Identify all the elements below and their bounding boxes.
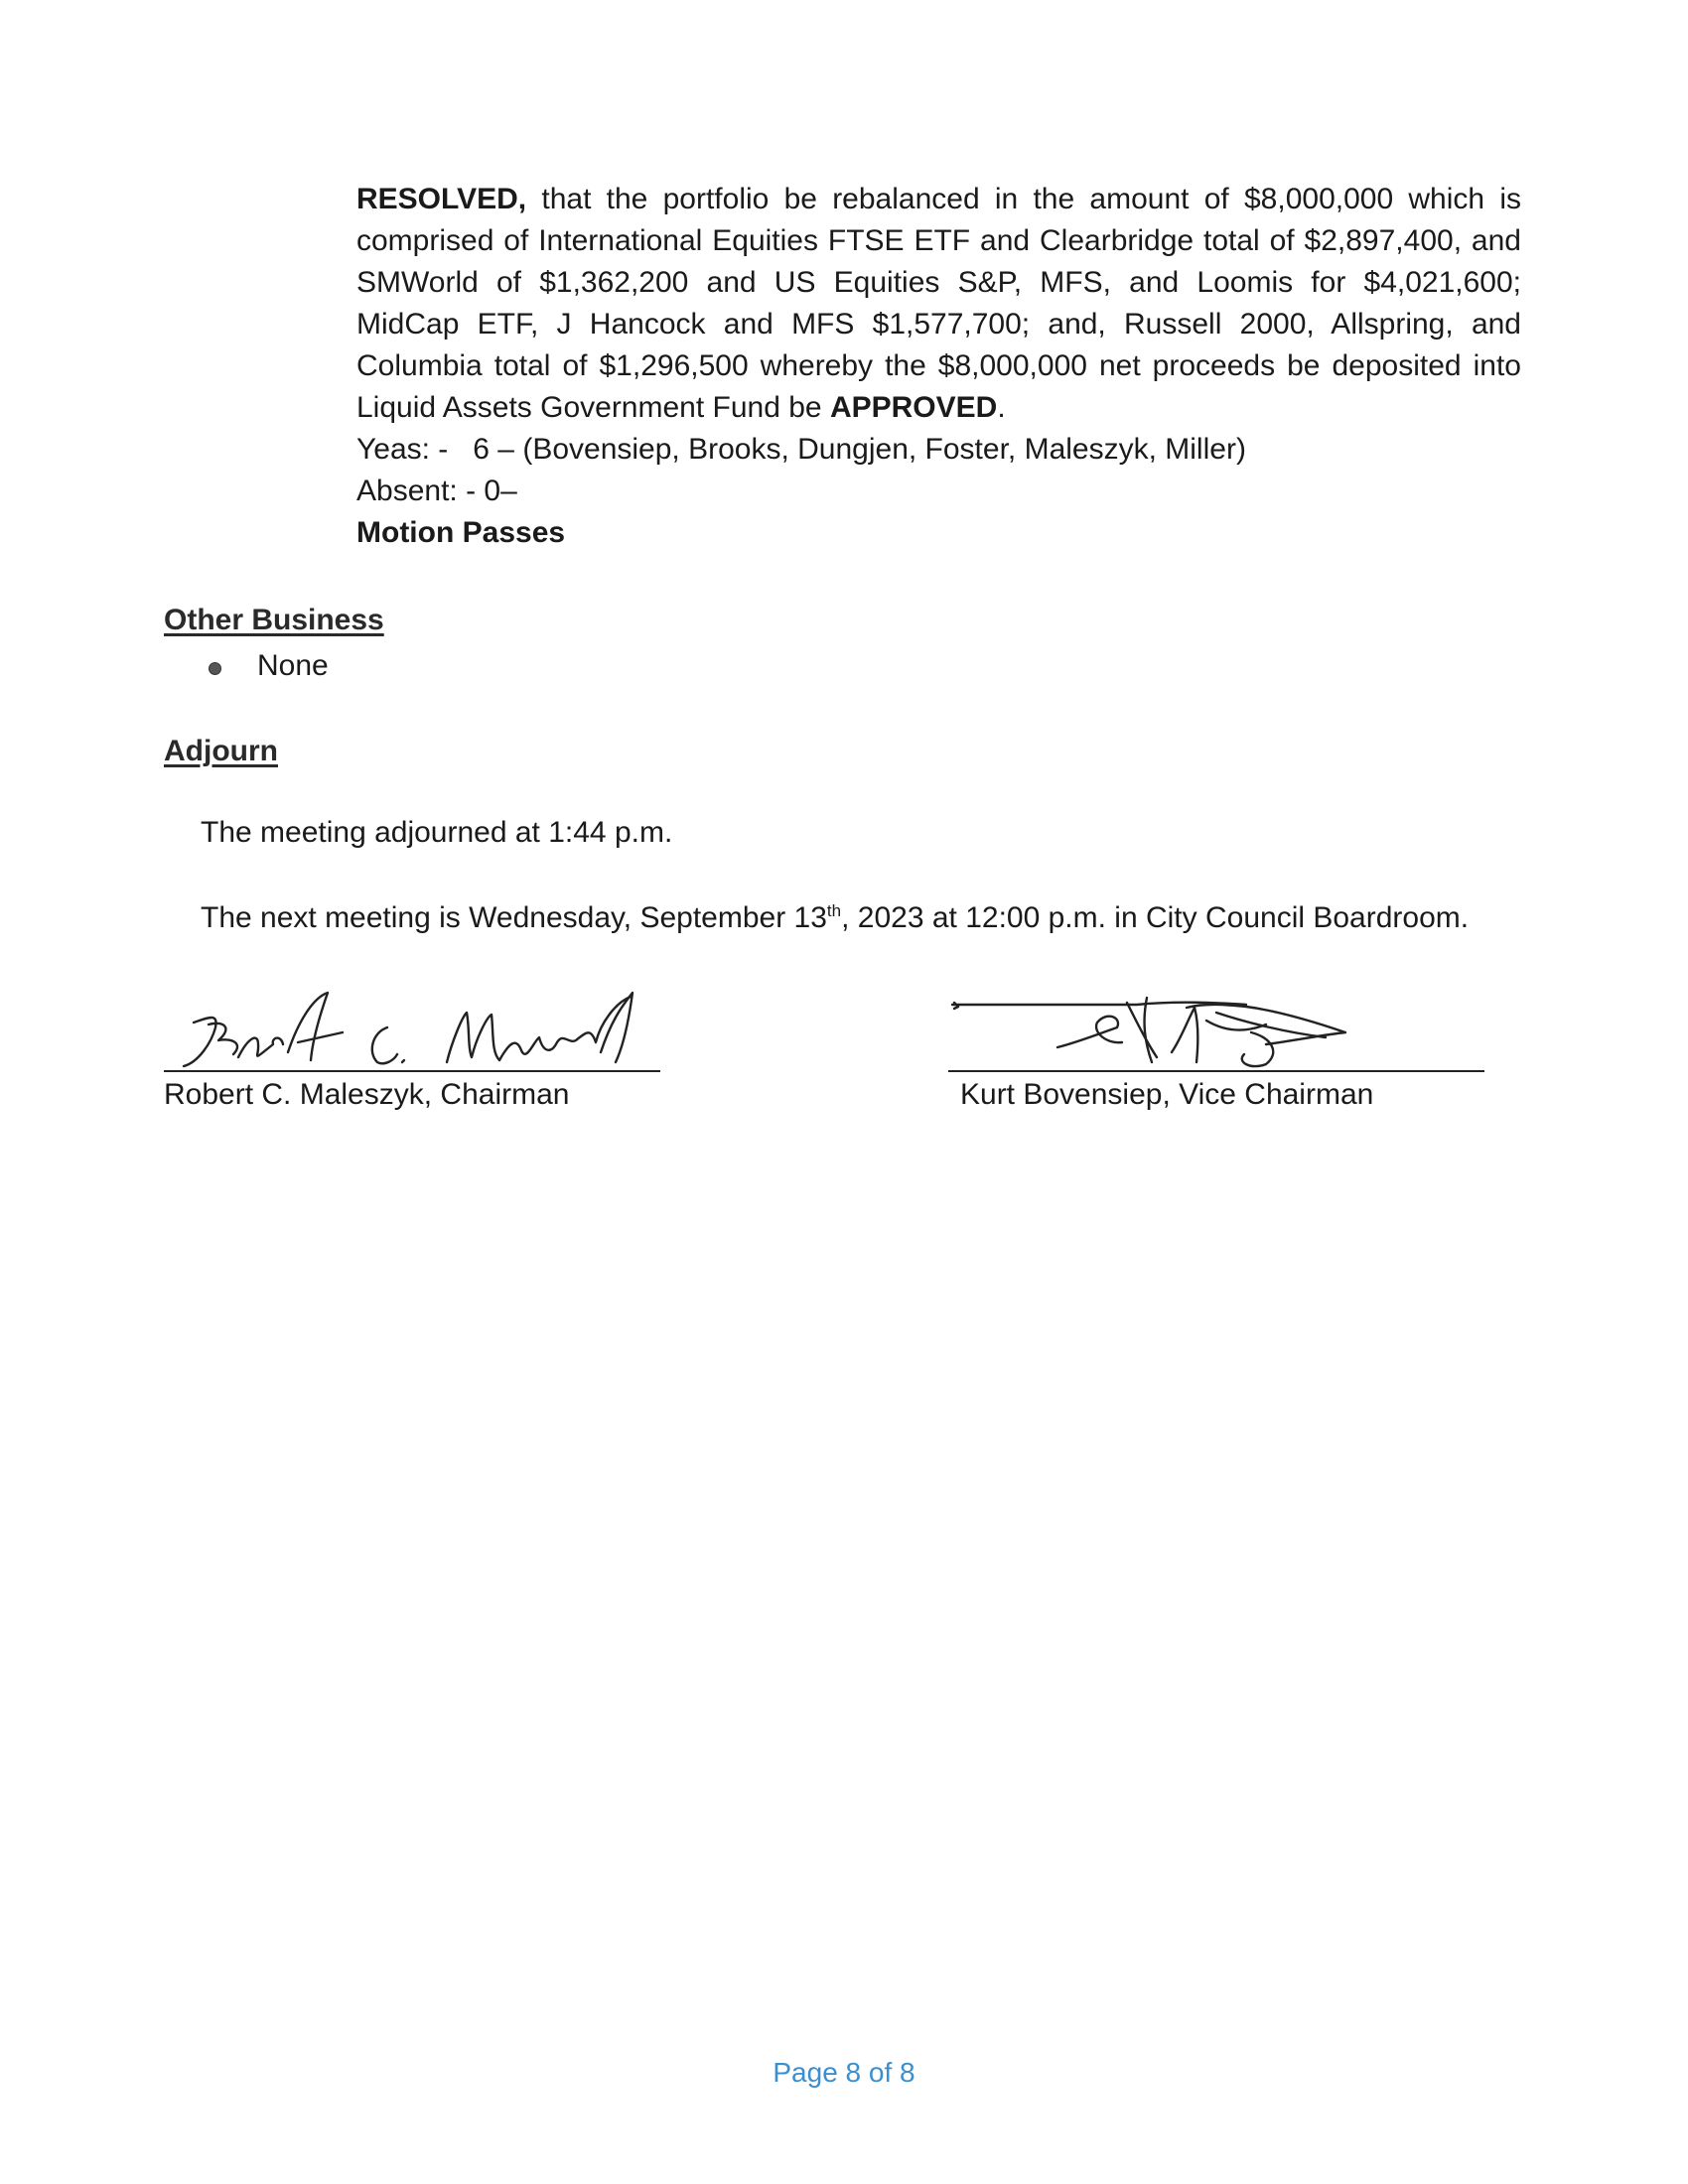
- resolution-paragraph: [356, 179, 1521, 429]
- ordinal-suffix: th: [826, 901, 842, 920]
- adjourn-heading: Adjourn: [164, 735, 278, 767]
- page-number: Page 8 of 8: [773, 2057, 915, 2088]
- resolution-text: that the portfolio be rebalanced in the amount of $8,000,000 which is comprised of International Equities FTSE ETF and Clearbridge total of $2,897,400, and SMWorld of $1,362,200 and US Equities S&P, MFS, and Loomis for $4,021,600; MidCap ETF, J Hancock and MFS $1,577,700; and, Russell 2000, Allspring, and Columbia total of $1,296,500 whereby the $8,000,000 net proceeds be deposited into Liquid Assets Government Fund be: [356, 183, 1521, 424]
- signature-line: [948, 1070, 1484, 1072]
- resolution-period: .: [997, 391, 1006, 424]
- next-meeting-text-end: , 2023 at 12:00 p.m. in City Council Boardroom.: [841, 901, 1470, 934]
- chairman-signature: [164, 983, 690, 1070]
- approved-label: APPROVED: [829, 391, 998, 424]
- chairman-name: Robert C. Maleszyk, Chairman: [164, 1078, 570, 1111]
- list-item-text: None: [257, 649, 329, 682]
- list-item: [209, 649, 329, 683]
- adjourned-statement: The meeting adjourned at 1:44 p.m.: [201, 816, 673, 849]
- yeas-line: Yeas: - 6 – (Bovensiep, Brooks, Dungjen, Foster, Maleszyk, Miller): [356, 433, 1246, 466]
- absent-line: Absent: - 0–: [356, 475, 517, 507]
- resolution-block: [356, 179, 1521, 554]
- signature-line: [164, 1070, 660, 1072]
- other-business-heading: Other Business: [164, 604, 384, 636]
- resolved-label: RESOLVED,: [356, 183, 527, 215]
- motion-result: Motion Passes: [356, 516, 566, 549]
- vice-chairman-name: Kurt Bovensiep, Vice Chairman: [960, 1078, 1374, 1111]
- next-meeting-text: The next meeting is Wednesday, September 13: [201, 901, 827, 934]
- chairman-signature-block: [164, 983, 660, 1112]
- bullet-icon: [209, 662, 221, 675]
- vice-chairman-signature: [948, 983, 1484, 1070]
- vice-chairman-signature-block: [948, 983, 1484, 1112]
- next-meeting-statement: [201, 901, 1469, 935]
